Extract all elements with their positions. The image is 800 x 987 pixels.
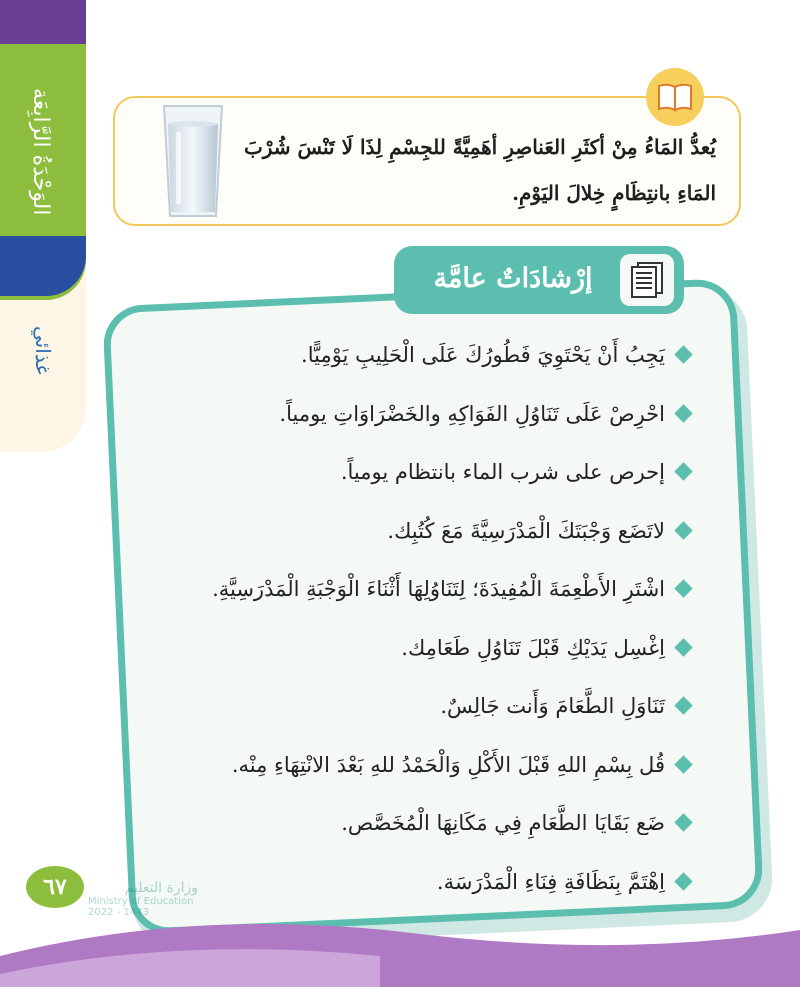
bottom-wave-decoration bbox=[0, 916, 800, 987]
ministry-watermark: وزارة التعليم Ministry of Education 2022 - 1443 bbox=[88, 880, 198, 918]
list-item: اِغْسِل يَدَيْكِ قَبْلَ تَنَاوُلِ طَعَامِك. bbox=[150, 619, 690, 678]
document-list-icon bbox=[620, 254, 674, 306]
diamond-bullet-icon bbox=[674, 638, 692, 656]
diamond-bullet-icon bbox=[674, 872, 692, 890]
list-item: إحرص على شرب الماء بانتظام يومياً. bbox=[150, 443, 690, 502]
diamond-bullet-icon bbox=[674, 521, 692, 539]
unit-side-tab bbox=[0, 0, 86, 452]
list-item: قُل بِسْمِ اللهِ قَبْلَ الأَكْلِ وَالْحَمْدُ للهِ بَعْدَ الانْتِهَاءِ مِنْه. bbox=[150, 736, 690, 795]
page-number: ٦٧ bbox=[26, 866, 84, 908]
diamond-bullet-icon bbox=[674, 813, 692, 831]
list-item: احْرِصْ عَلَى تَنَاوُلِ الفَوَاكِهِ والخَضْرَاوَاتِ يومياً. bbox=[150, 385, 690, 444]
open-book-icon bbox=[646, 68, 704, 126]
unit-band-top bbox=[0, 0, 86, 44]
fact-text bbox=[236, 124, 716, 216]
water-glass-image bbox=[160, 104, 226, 220]
list-item: تَنَاوَلِ الطَّعَامَ وَأَنت جَالِسٌ. bbox=[150, 677, 690, 736]
diamond-bullet-icon bbox=[674, 755, 692, 773]
instructions-list bbox=[150, 326, 690, 911]
list-item: اشْتَرِ الأَطْعِمَةَ الْمُفِيدَةَ؛ لِتَنَاوُلِهَا أَثْنَاءَ الْوَجْبَةِ الْمَدْرَسِيَّةِ. bbox=[150, 560, 690, 619]
list-item: لاتَضَع وَجْبَتَكَ الْمَدْرَسِيَّةَ مَعَ كُتُبِك. bbox=[150, 502, 690, 561]
fact-line-1: يُعدُّ المَاءُ مِنْ أكثَرِ العَناصِرِ أهَمِيَّةً للجِسْمِ لِذَا لَا تَنْسَ شُرْبَ bbox=[243, 135, 716, 159]
list-item: ضَع بَقَايَا الطَّعَامِ فِي مَكَانِهَا الْمُخَصَّص. bbox=[150, 794, 690, 853]
instructions-title: إرْشادَاتٌ عامَّة bbox=[433, 263, 593, 294]
list-item: يَجِبُ أَنْ يَحْتَوِيَ فَطُورُكَ عَلَى الْحَلِيبِ يَوْمِيًّا. bbox=[150, 326, 690, 385]
unit-title: الوَحْدَةُ الرَّابِعَة bbox=[28, 88, 53, 216]
list-item: اِهْتَمَّ بِنَظَافَةِ فِنَاءِ الْمَدْرَسَة. bbox=[150, 853, 690, 912]
unit-subtitle: غذائي bbox=[31, 326, 55, 375]
diamond-bullet-icon bbox=[674, 696, 692, 714]
diamond-bullet-icon bbox=[674, 345, 692, 363]
fact-line-2: المَاءِ بانتِظَامٍ خِلالَ اليَوْمِ. bbox=[512, 181, 716, 205]
diamond-bullet-icon bbox=[674, 404, 692, 422]
diamond-bullet-icon bbox=[674, 579, 692, 597]
diamond-bullet-icon bbox=[674, 462, 692, 480]
